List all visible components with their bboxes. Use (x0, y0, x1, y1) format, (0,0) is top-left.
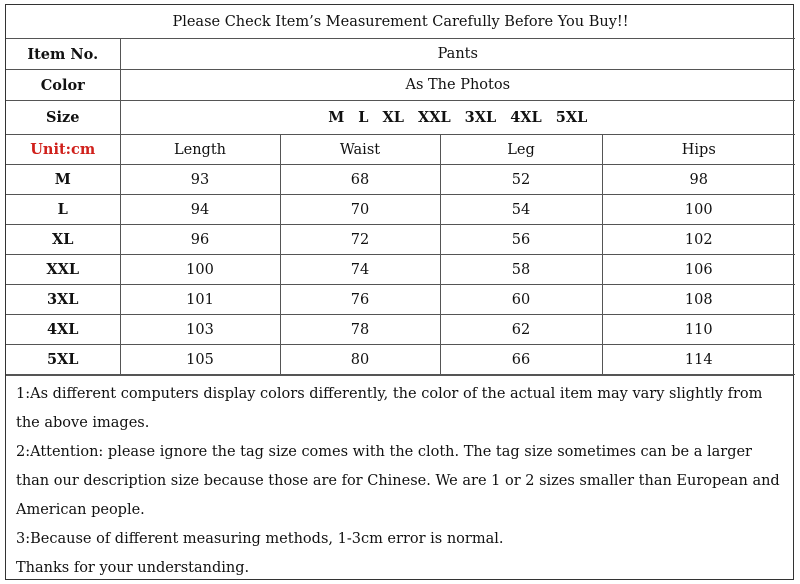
size-label: Size (6, 101, 120, 135)
thanks-text: Thanks for your understanding. (16, 560, 250, 576)
cell-length: 103 (120, 315, 280, 345)
color-row (6, 70, 795, 101)
cell-leg: 66 (440, 345, 602, 375)
cell-hips: 98 (602, 165, 795, 195)
column-header-length: Length (120, 135, 280, 165)
size-list (120, 101, 795, 135)
cell-leg: 56 (440, 225, 602, 255)
row-size-label: 4XL (6, 315, 120, 345)
cell-hips: 114 (602, 345, 795, 375)
table-row (6, 285, 795, 315)
size-row (6, 101, 795, 135)
header-row (6, 135, 795, 165)
cell-leg: 62 (440, 315, 602, 345)
color-label: Color (6, 70, 120, 101)
cell-leg: 58 (440, 255, 602, 285)
cell-waist: 72 (280, 225, 440, 255)
note-colors: 1:As different computers display colors differently, the color of the actual item may vary slightly from the above images. (16, 386, 763, 431)
cell-length: 100 (120, 255, 280, 285)
row-size-label: 5XL (6, 345, 120, 375)
item-no-value: Pants (120, 39, 795, 70)
size-chart (5, 4, 794, 580)
note-measuring-error: 3:Because of different measuring methods, 1-3cm error is normal. (16, 531, 504, 547)
chart-title: Please Check Item’s Measurement Carefully Before You Buy!! (6, 5, 795, 39)
color-value: As The Photos (120, 70, 795, 101)
cell-hips: 102 (602, 225, 795, 255)
cell-waist: 76 (280, 285, 440, 315)
size-option: 5XL (555, 109, 588, 126)
size-option: L (358, 109, 369, 126)
table-row (6, 315, 795, 345)
table-row (6, 195, 795, 225)
table-row (6, 345, 795, 375)
cell-leg: 54 (440, 195, 602, 225)
cell-hips: 108 (602, 285, 795, 315)
size-option: XXL (417, 109, 451, 126)
table-row (6, 255, 795, 285)
row-size-label: L (6, 195, 120, 225)
cell-waist: 74 (280, 255, 440, 285)
size-option: 3XL (464, 109, 497, 126)
cell-leg: 52 (440, 165, 602, 195)
cell-length: 94 (120, 195, 280, 225)
cell-hips: 100 (602, 195, 795, 225)
cell-leg: 60 (440, 285, 602, 315)
cell-length: 93 (120, 165, 280, 195)
row-size-label: XXL (6, 255, 120, 285)
note-tag-size: 2:Attention: please ignore the tag size comes with the cloth. The tag size sometimes can be a larger than our description size because those are for Chinese. We are 1 or 2 sizes smaller than European and American people. (16, 444, 780, 518)
size-option: 4XL (510, 109, 542, 126)
cell-waist: 80 (280, 345, 440, 375)
size-option: XL (382, 109, 404, 126)
cell-waist: 70 (280, 195, 440, 225)
cell-length: 101 (120, 285, 280, 315)
size-option: M (328, 109, 345, 126)
cell-waist: 78 (280, 315, 440, 345)
title-row (6, 5, 795, 39)
cell-length: 96 (120, 225, 280, 255)
row-size-label: 3XL (6, 285, 120, 315)
column-header-waist: Waist (280, 135, 440, 165)
cell-waist: 68 (280, 165, 440, 195)
unit-label: Unit:cm (6, 135, 120, 165)
cell-hips: 110 (602, 315, 795, 345)
row-size-label: M (6, 165, 120, 195)
item-no-row (6, 39, 795, 70)
table-row (6, 165, 795, 195)
column-header-hips: Hips (602, 135, 795, 165)
cell-hips: 106 (602, 255, 795, 285)
table-row (6, 225, 795, 255)
measurement-table (6, 5, 795, 375)
item-no-label: Item No. (6, 39, 120, 70)
column-header-leg: Leg (440, 135, 602, 165)
cell-length: 105 (120, 345, 280, 375)
row-size-label: XL (6, 225, 120, 255)
notes-section (6, 375, 793, 579)
